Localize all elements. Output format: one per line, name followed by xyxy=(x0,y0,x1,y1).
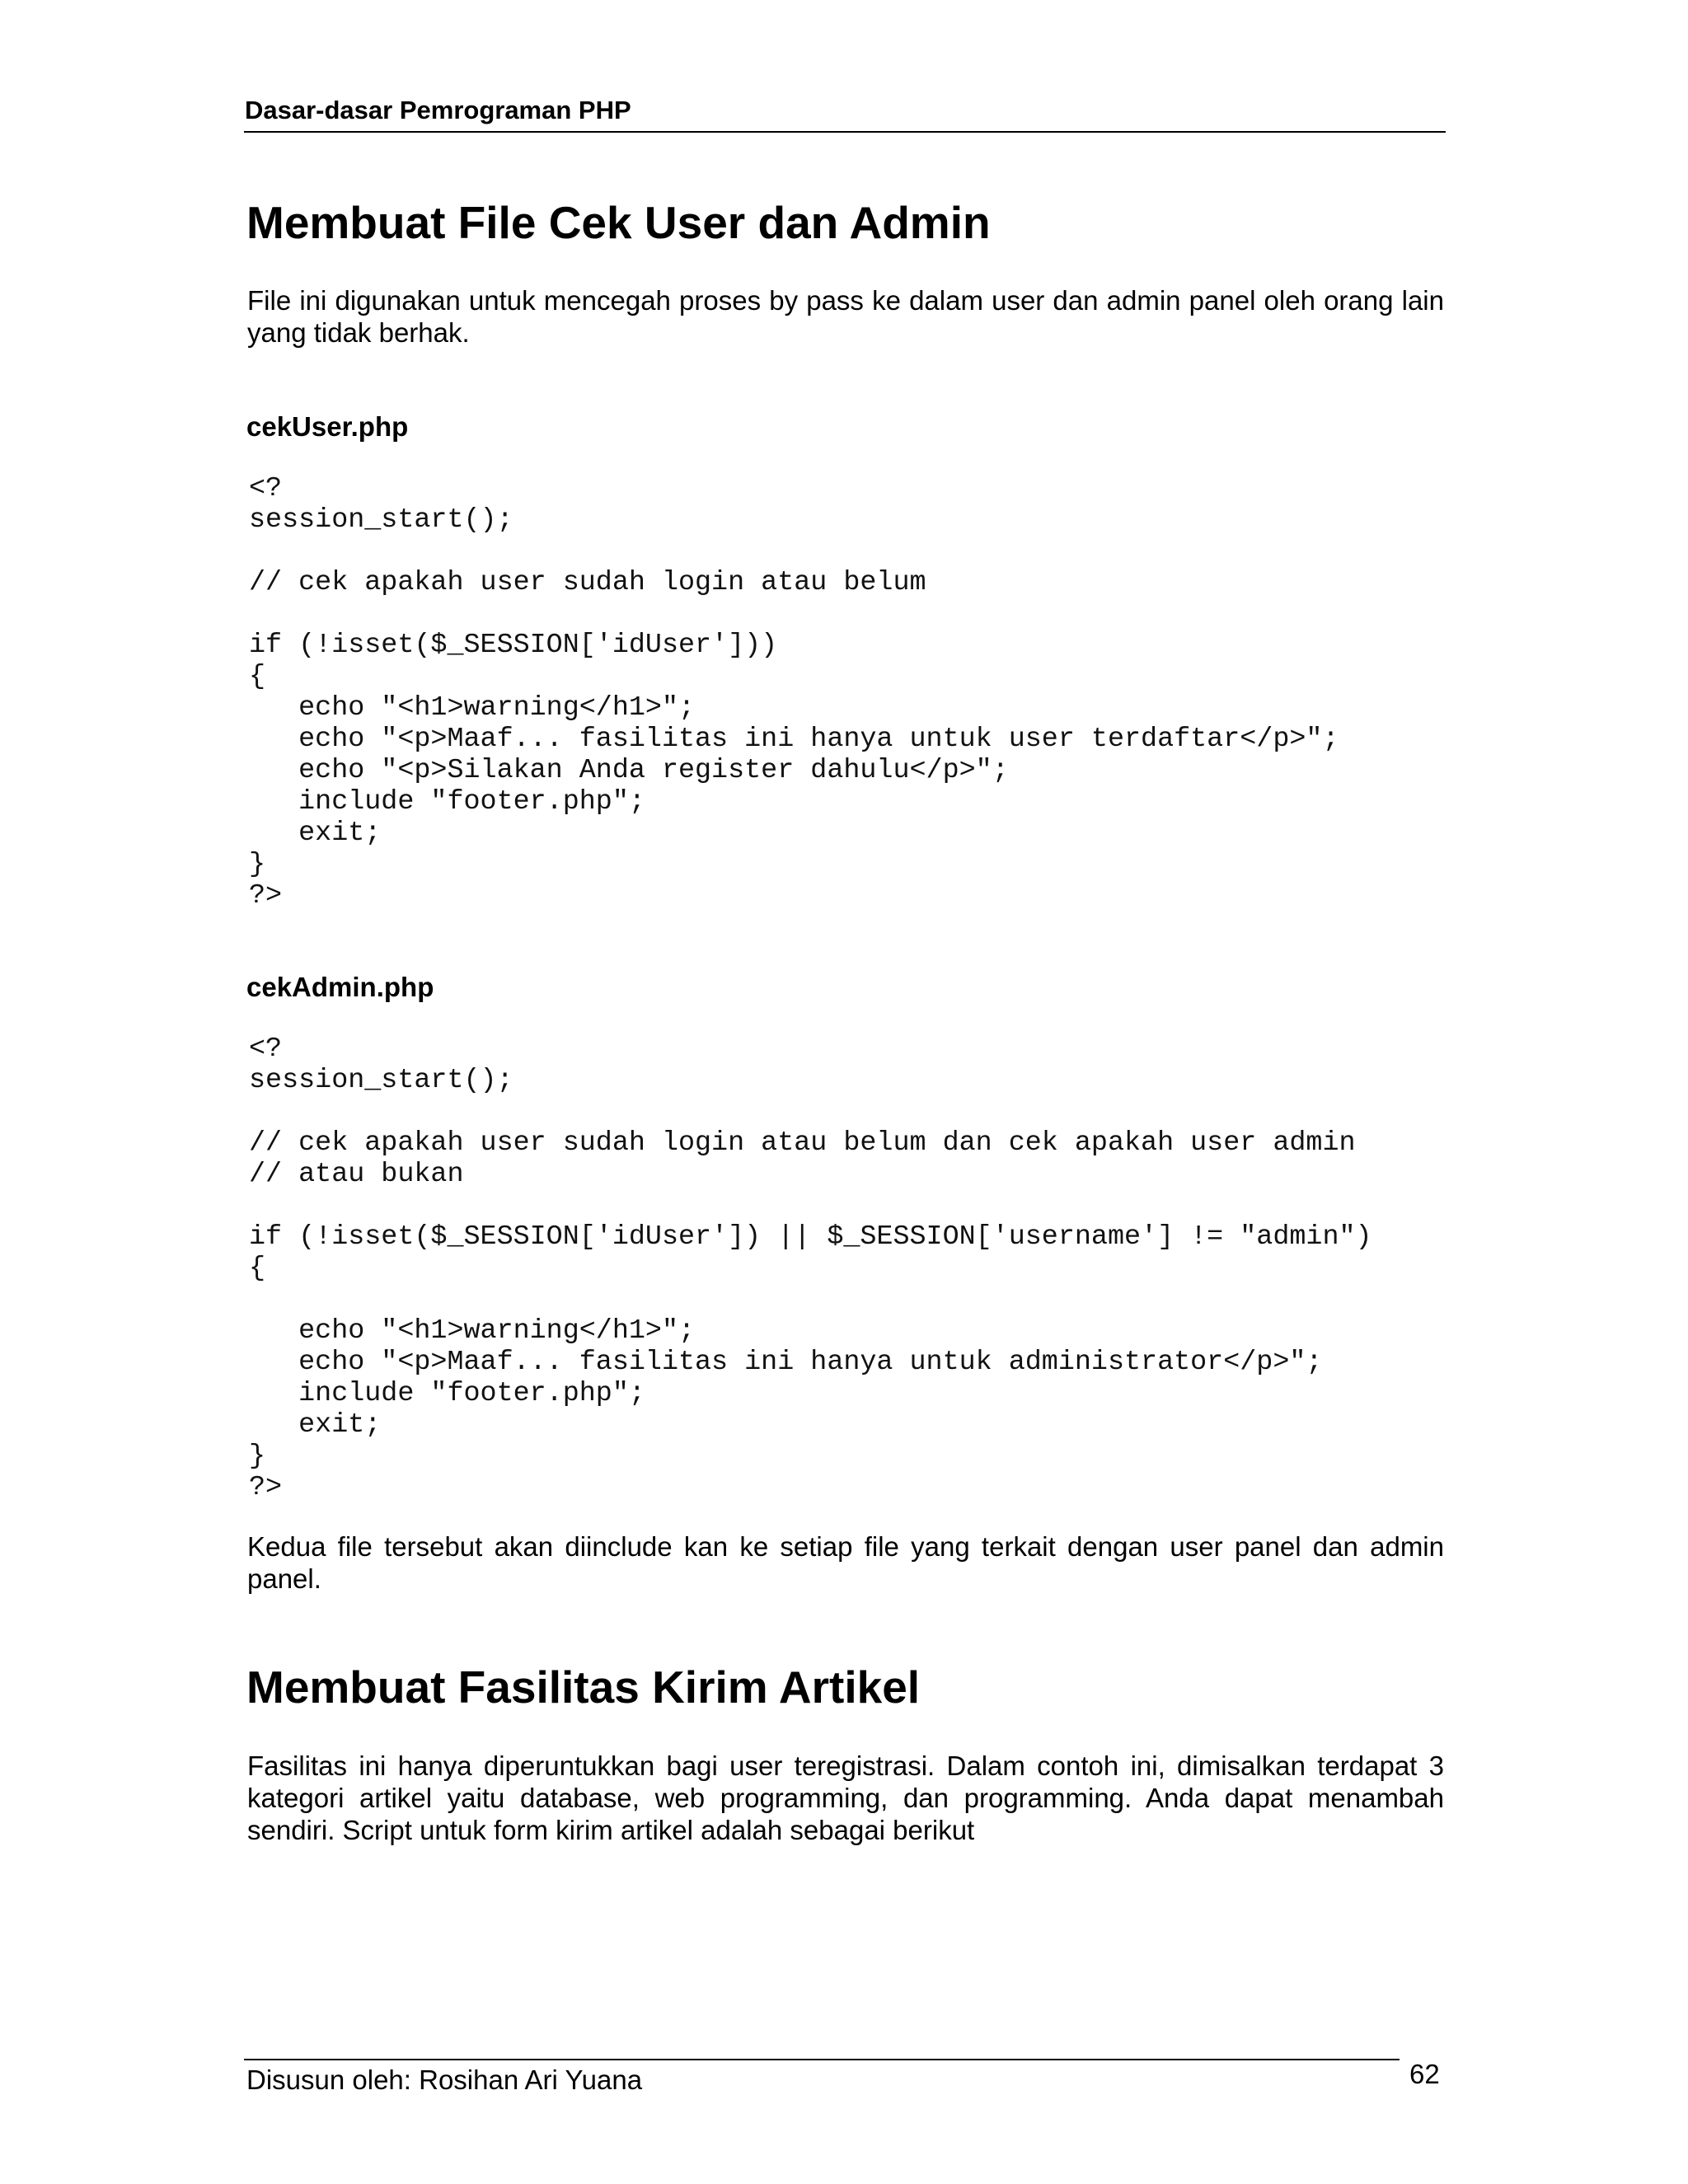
header-divider xyxy=(244,131,1446,133)
page-number: 62 xyxy=(1409,2059,1440,2089)
section-intro-paragraph: File ini digunakan untuk mencegah proses by pass ke dalam user dan admin panel oleh orang lain yang tidak berhak. xyxy=(247,285,1444,348)
code-filename-cekuser: cekUser.php xyxy=(246,411,409,442)
running-header-title: Dasar-dasar Pemrograman PHP xyxy=(245,96,631,124)
section2-intro-paragraph: Fasilitas ini hanya diperuntukkan bagi user teregistrasi. Dalam contoh ini, dimisalkan terdapat 3 kategori artikel yaitu database, web programming, dan programming. Anda dapat menambah sendiri. Script untuk form kirim artikel adalah sebagai berikut xyxy=(247,1750,1444,1845)
section-heading-kirim-artikel: Membuat Fasilitas Kirim Artikel xyxy=(246,1661,921,1713)
section-outro-paragraph: Kedua file tersebut akan diinclude kan ke setiap file yang terkait dengan user panel dan admin panel. xyxy=(247,1531,1444,1594)
footer-author: Disusun oleh: Rosihan Ari Yuana xyxy=(246,2064,643,2095)
code-block-cekadmin: <? session_start(); // cek apakah user sudah login atau belum dan cek apakah user admin // atau bukan if (!isset($_SESSION['idUser']) || $_SESSION['username'] != "admin") { echo "<h1>warning</h1>"; echo "<p>Maaf... fasilitas ini hanya untuk administrator</p>"; include "footer.php"; exit; } ?> xyxy=(249,1033,1372,1503)
footer-divider xyxy=(244,2059,1400,2060)
code-block-cekuser: <? session_start(); // cek apakah user sudah login atau belum if (!isset($_SESSION['idUser'])) { echo "<h1>warning</h1>"; echo "<p>Maaf... fasilitas ini hanya untuk user terdaftar</p>"; echo "<p>Silakan Anda register dahulu</p>"; include "footer.php"; exit; } ?> xyxy=(249,473,1339,912)
code-filename-cekadmin: cekAdmin.php xyxy=(246,972,434,1002)
section-heading-cek-user-admin: Membuat File Cek User dan Admin xyxy=(246,197,991,248)
